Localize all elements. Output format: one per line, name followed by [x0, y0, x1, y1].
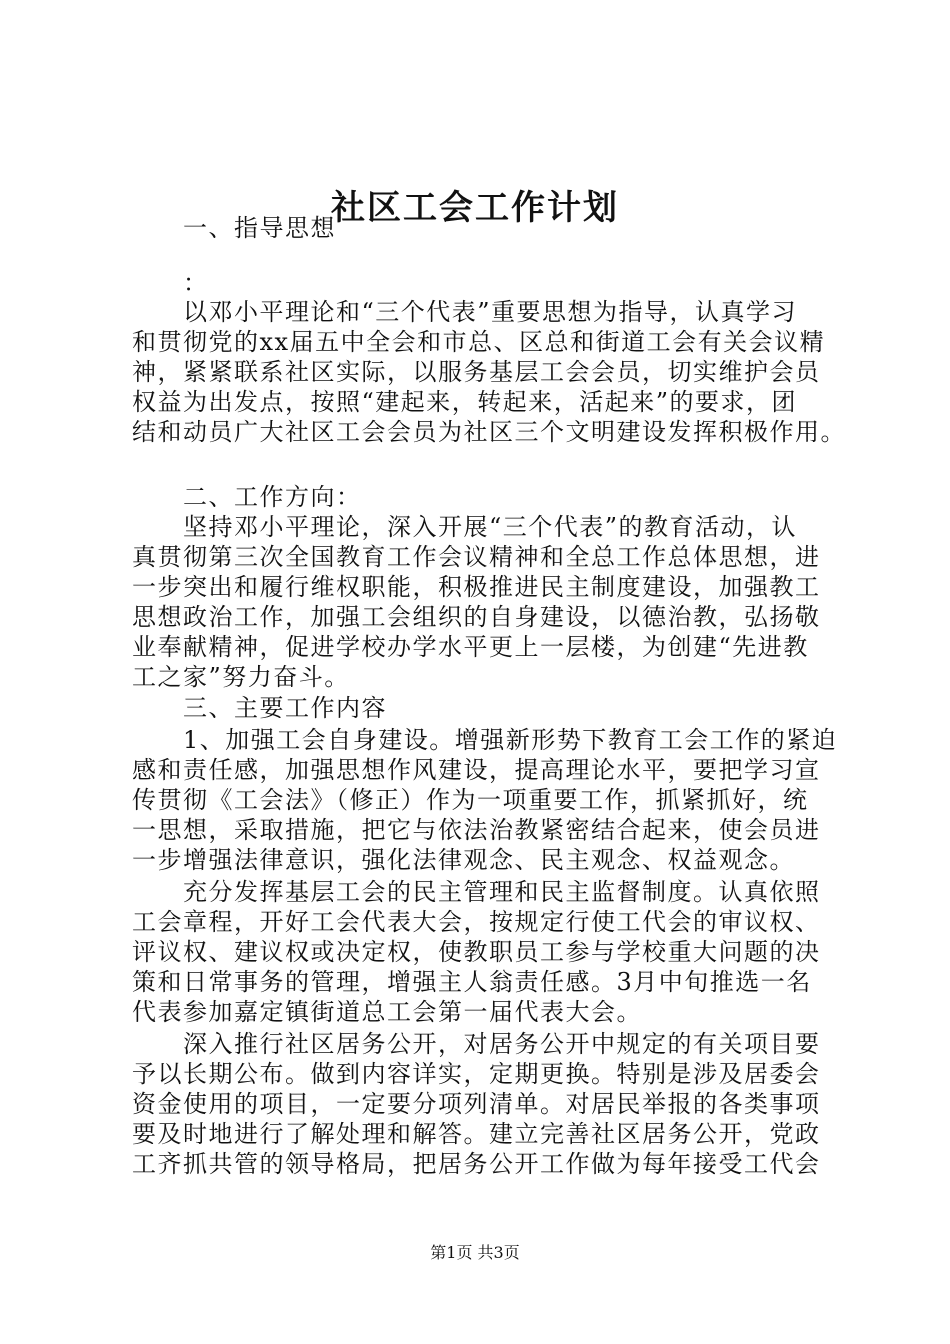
paragraph-line: 评议权、建议权或决定权，使教职员工参与学校重大问题的决 — [132, 938, 821, 966]
paragraph-line: ： — [132, 269, 209, 297]
paragraph-line: 予以长期公布。做到内容详实，定期更换。特别是涉及居委会 — [132, 1060, 821, 1088]
paragraph-line: 神，紧紧联系社区实际，以服务基层工会会员，切实维护会员 — [132, 358, 821, 386]
paragraph-line: 一步突出和履行维权职能，积极推进民主制度建设，加强教工 — [132, 573, 821, 601]
paragraph-line: 以邓小平理论和“三个代表”重要思想为指导，认真学习 — [132, 298, 798, 326]
paragraph-line: 工齐抓共管的领导格局，把居务公开工作做为每年接受工代会 — [132, 1150, 821, 1178]
paragraph-line: 思想政治工作，加强工会组织的自身建设，以德治教，弘扬敬 — [132, 603, 821, 631]
paragraph-line: 一思想，采取措施，把它与依法治教紧密结合起来，使会员进 — [132, 816, 821, 844]
paragraph-line: 业奉献精神，促进学校办学水平更上一层楼，为创建“先进教 — [132, 633, 809, 661]
paragraph-line: 策和日常事务的管理，增强主人翁责任感。3月中旬推选一名 — [132, 968, 812, 996]
paragraph-line: 资金使用的项目，一定要分项列清单。对居民举报的各类事项 — [132, 1090, 821, 1118]
paragraph-line: 1、加强工会自身建设。增强新形势下教育工会工作的紧迫 — [132, 726, 838, 754]
paragraph-line: 传贯彻《工会法》（修正）作为一项重要工作，抓紧抓好，统 — [132, 786, 809, 814]
paragraph-line: 真贯彻第三次全国教育工作会议精神和全总工作总体思想，进 — [132, 543, 821, 571]
heading-3: 三、主要工作内容 — [132, 694, 387, 722]
heading-1: 一、指导思想 — [132, 214, 336, 242]
paragraph-line: 一步增强法律意识，强化法律观念、民主观念、权益观念。 — [132, 846, 795, 874]
paragraph-line: 权益为出发点，按照“建起来，转起来，活起来”的要求，团 — [132, 388, 798, 416]
paragraph-line: 代表参加嘉定镇街道总工会第一届代表大会。 — [132, 998, 642, 1026]
page-number: 第1页 共3页 — [430, 1243, 520, 1262]
paragraph-line: 工会章程，开好工会代表大会，按规定行使工代会的审议权、 — [132, 908, 821, 936]
paragraph-line: 深入推行社区居务公开，对居务公开中规定的有关项目要 — [132, 1030, 821, 1058]
paragraph-line: 和贯彻党的xx届五中全会和市总、区总和街道工会有关会议精 — [132, 328, 826, 356]
heading-2: 二、工作方向： — [132, 483, 362, 511]
paragraph-line: 要及时地进行了解处理和解答。建立完善社区居务公开，党政 — [132, 1120, 821, 1148]
paragraph-line: 工之家”努力奋斗。 — [132, 663, 350, 691]
paragraph-line: 坚持邓小平理论，深入开展“三个代表”的教育活动，认 — [132, 513, 798, 541]
paragraph-line: 充分发挥基层工会的民主管理和民主监督制度。认真依照 — [132, 878, 821, 906]
document-title: 社区工会工作计划 — [331, 188, 619, 228]
paragraph-line: 感和责任感，加强思想作风建设，提高理论水平，要把学习宣 — [132, 756, 821, 784]
paragraph-line: 结和动员广大社区工会会员为社区三个文明建设发挥积极作用。 — [132, 418, 846, 446]
